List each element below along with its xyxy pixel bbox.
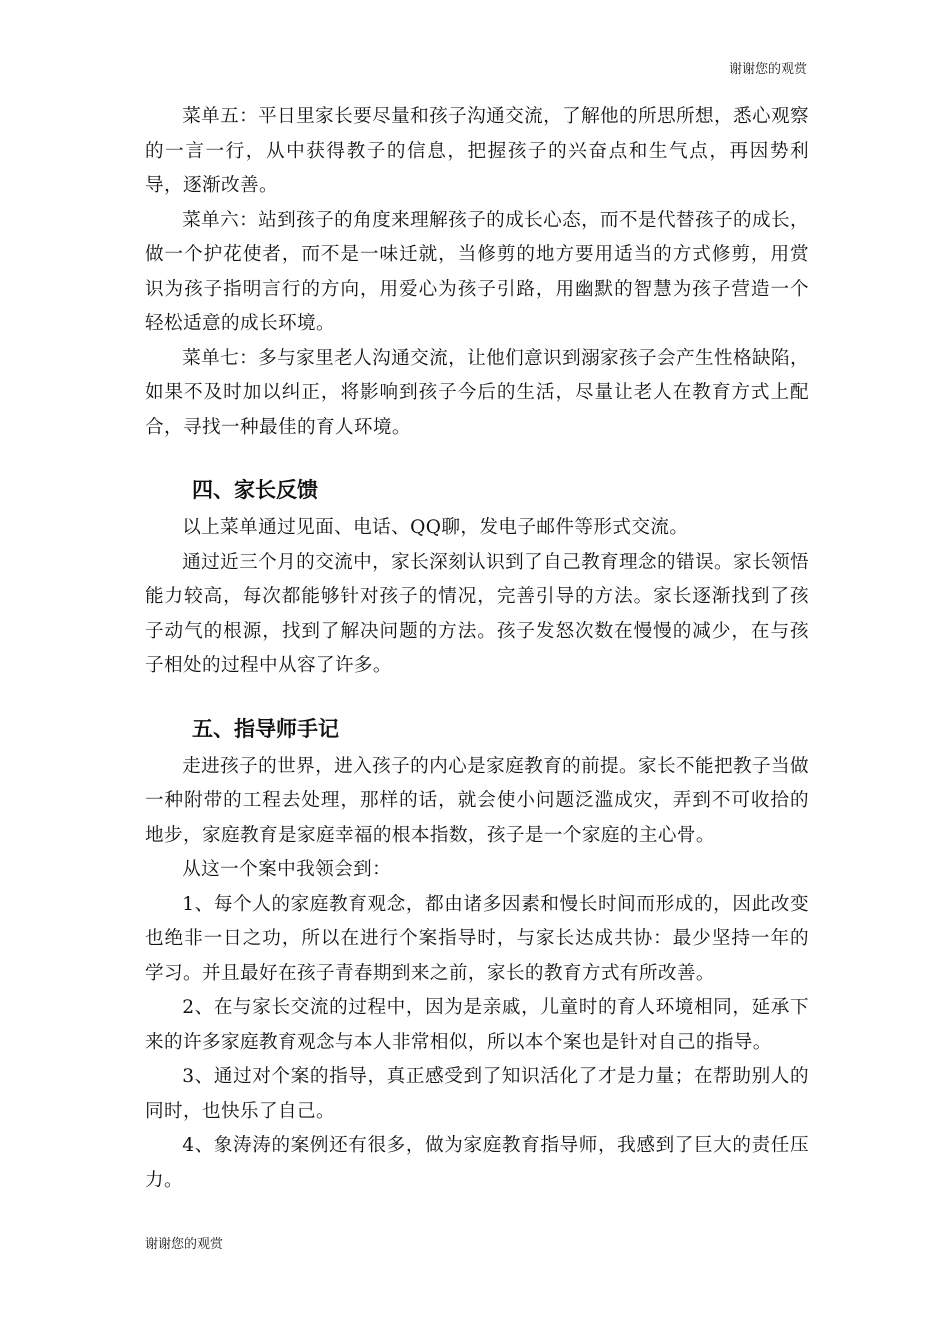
page-header-note: 谢谢您的观赏: [728, 62, 807, 77]
section-five-list-item: 1、每个人的家庭教育观念，都由诸多因素和慢长时间而形成的，因此改变也绝非一日之功，所以在进行个案指导时，与家长达成共协：最少坚持一年的学习。并且最好在孩子青春期到来之前，家长的教育方式有所改善。: [145, 893, 809, 984]
section-four-heading: 四、家长反馈: [192, 478, 318, 502]
section-four-paragraph: 通过近三个月的交流中，家长深刻认识到了自己教育理念的错误。家长领悟能力较高，每次都能够针对孩子的情况，完善引导的方法。家长逐渐找到了孩子动气的根源，找到了解决问题的方法。孩子发怒次数在慢慢的减少，在与孩子相处的过程中从容了许多。: [145, 551, 809, 676]
section-four-paragraph: 以上菜单通过见面、电话、QQ聊，发电子邮件等形式交流。: [182, 517, 689, 538]
page-footer-note: 谢谢您的观赏: [145, 1237, 224, 1252]
menu-six-paragraph: 菜单六：站到孩子的角度来理解孩子的成长心态，而不是代替孩子的成长，做一个护花使者，而不是一味迁就，当修剪的地方要用适当的方式修剪，用赏识为孩子指明言行的方向，用爱心为孩子引路，用幽默的智慧为孩子营造一个轻松适意的成长环境。: [145, 209, 809, 334]
section-five-paragraph: 从这一个案中我领会到：: [182, 859, 392, 880]
menu-seven-paragraph: 菜单七：多与家里老人沟通交流，让他们意识到溺家孩子会产生性格缺陷，如果不及时加以纠正，将影响到孩子今后的生活，尽量让老人在教育方式上配合，寻找一种最佳的育人环境。: [145, 347, 809, 438]
section-five-list-item: 4、象涛涛的案例还有很多，做为家庭教育指导师，我感到了巨大的责任压力。: [145, 1135, 809, 1191]
section-five-list-item: 2、在与家长交流的过程中，因为是亲戚，儿童时的育人环境相同，延承下来的许多家庭教育观念与本人非常相似，所以本个案也是针对自己的指导。: [145, 997, 809, 1053]
section-five-list-item: 3、通过对个案的指导，真正感受到了知识活化了才是力量；在帮助别人的同时，也快乐了自己。: [145, 1066, 809, 1122]
section-five-heading: 五、指导师手记: [192, 716, 339, 741]
section-five-paragraph: 走进孩子的世界，进入孩子的内心是家庭教育的前提。家长不能把教子当做一种附带的工程去处理，那样的话，就会使小问题泛滥成灾，弄到不可收拾的地步，家庭教育是家庭幸福的根本指数，孩子是一个家庭的主心骨。: [145, 755, 809, 846]
document-body: [145, 100, 809, 1198]
menu-five-paragraph: 菜单五：平日里家长要尽量和孩子沟通交流，了解他的所思所想，悉心观察的一言一行，从中获得教子的信息，把握孩子的兴奋点和生气点，再因势利导，逐渐改善。: [145, 106, 809, 196]
